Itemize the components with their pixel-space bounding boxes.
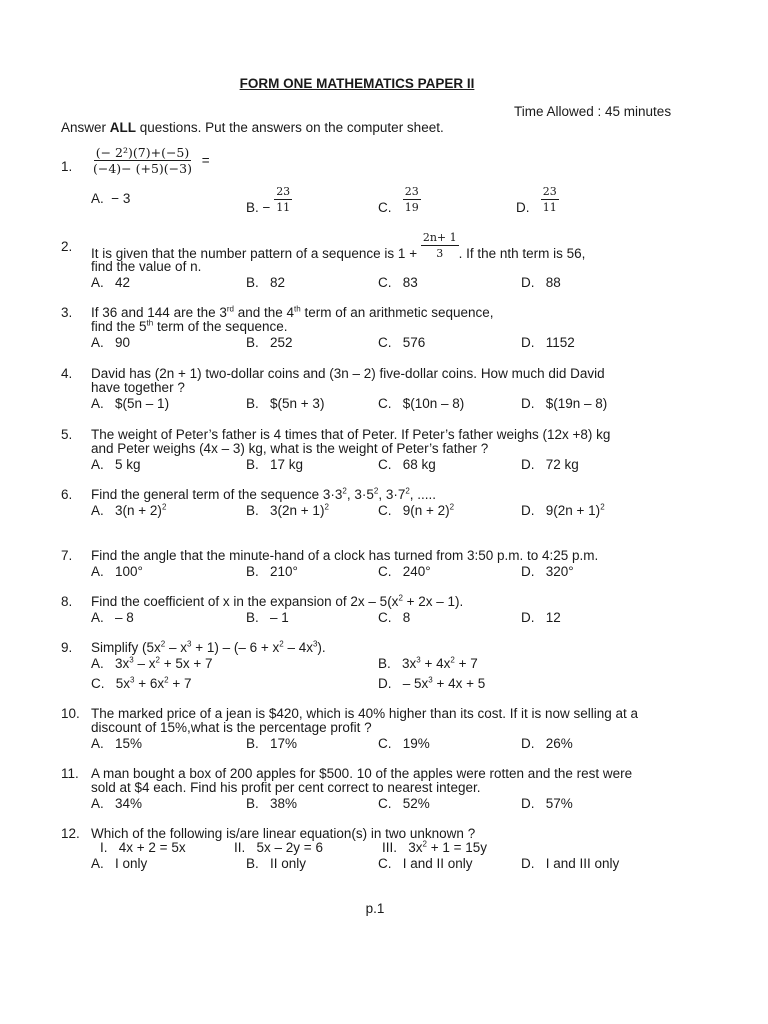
numerator: 23: [542, 185, 557, 198]
option-label: A.: [91, 856, 104, 871]
option-label: A.: [91, 457, 104, 472]
denominator: 11: [542, 201, 557, 214]
superscript: 3: [312, 639, 318, 649]
superscript: 2: [450, 655, 455, 665]
option-a: [91, 656, 213, 671]
option-text: 38%: [270, 796, 298, 811]
option-text: 240°: [402, 564, 431, 579]
superscript: 2: [279, 639, 284, 649]
option-label: D.: [521, 503, 535, 518]
option-fraction: [403, 185, 421, 215]
option-c: [378, 275, 418, 290]
option-text: 17 kg: [270, 457, 304, 472]
option-text: + 7: [454, 656, 478, 671]
question-number: 12.: [61, 826, 80, 841]
question-number: 9.: [61, 640, 73, 655]
option-label: D.: [521, 457, 535, 472]
option-a: [91, 610, 134, 625]
question-text-part: term of the sequence.: [153, 319, 288, 334]
option-label: C.: [378, 275, 392, 290]
option-text: $(5n + 3): [270, 396, 325, 411]
option-text: 5 kg: [115, 457, 141, 472]
instructions-text: Answer: [61, 120, 110, 135]
question-number: 11.: [61, 766, 79, 781]
option-b: [246, 396, 324, 411]
option-a: [91, 503, 166, 518]
option-text: $(19n – 8): [545, 396, 608, 411]
option-label: D.: [521, 564, 535, 579]
question-1-expression: [91, 146, 210, 176]
superscript: 3: [416, 655, 421, 665]
question-text-part: and the 4: [233, 305, 295, 320]
question-number: 5.: [61, 427, 73, 442]
option-c: [378, 335, 425, 350]
option-label: B.: [246, 275, 259, 290]
option-d: [521, 335, 575, 350]
option-label: D.: [521, 335, 535, 350]
option-b: [246, 856, 306, 871]
denominator: (−4)− (+5)(−3): [93, 161, 192, 176]
question-text-part: term of an arithmetic sequence,: [300, 305, 494, 320]
option-text: 83: [402, 275, 418, 290]
question-number: 6.: [61, 487, 73, 502]
option-label: C.: [91, 676, 105, 691]
question-text: [91, 231, 585, 261]
option-label: D.: [516, 199, 530, 215]
option-c: [378, 185, 421, 215]
question-text-line: A man bought a box of 200 apples for $500. 10 of the apples were rotten and the rest were: [91, 766, 633, 781]
option-c: [378, 736, 430, 751]
option-a: [91, 564, 143, 579]
question-number: 2.: [61, 239, 73, 254]
option-label: A.: [91, 564, 104, 579]
option-text: 12: [545, 610, 561, 625]
option-text: 9(n + 2): [402, 503, 450, 518]
option-label: A.: [91, 796, 104, 811]
option-b: [246, 564, 298, 579]
question-text-part: , .....: [409, 487, 437, 502]
option-d: [516, 185, 559, 215]
option-label: B.: [246, 736, 259, 751]
numerator: (− 2²)(7)+(−5): [95, 145, 190, 160]
option-label: B.: [246, 610, 259, 625]
question-text-part: + 1) – (– 6 + x: [191, 640, 280, 655]
numerator: 2n+ 1: [422, 231, 457, 244]
option-label: C.: [378, 335, 392, 350]
option-a: [91, 396, 169, 411]
option-d: [521, 610, 561, 625]
superscript: 2: [160, 639, 166, 649]
option-label: C.: [378, 503, 392, 518]
question-text-part: It is given that the number pattern of a sequence is 1 +: [91, 245, 421, 261]
statement-text: 4x + 2 = 5x: [118, 840, 186, 855]
option-b: [246, 185, 292, 215]
superscript: 2: [164, 675, 169, 685]
superscript: rd: [226, 304, 234, 314]
option-d: [378, 676, 485, 691]
option-text: 3(n + 2): [115, 503, 162, 518]
option-text: 42: [115, 275, 131, 290]
superscript: 2: [600, 502, 605, 512]
option-text: + 7: [168, 676, 192, 691]
option-c: [378, 457, 436, 472]
denominator: 11: [276, 201, 291, 214]
option-label: B.: [246, 856, 259, 871]
option-text: 72 kg: [545, 457, 579, 472]
option-text: – 1: [270, 610, 289, 625]
question-text-line: Which of the following is/are linear equation(s) in two unknown ?: [91, 826, 476, 841]
option-text: 15%: [115, 736, 143, 751]
statement-3: [382, 840, 487, 855]
option-label: A.: [91, 736, 104, 751]
superscript: th: [146, 318, 154, 328]
option-b: [246, 736, 297, 751]
option-label: C.: [378, 736, 392, 751]
option-label: D.: [521, 610, 535, 625]
superscript: 3: [186, 639, 192, 649]
question-text-part: If 36 and 144 are the 3: [91, 305, 227, 320]
page-title: FORM ONE MATHEMATICS PAPER II: [239, 76, 475, 91]
question-number: 10.: [61, 706, 80, 721]
option-text: I only: [115, 856, 148, 871]
superscript: 2: [398, 593, 403, 603]
option-label: A.: [91, 656, 104, 671]
option-b: [246, 796, 297, 811]
option-b: [378, 656, 478, 671]
option-c: [378, 396, 464, 411]
option-label: B.: [246, 796, 259, 811]
option-text: 68 kg: [402, 457, 436, 472]
superscript: 3: [129, 655, 134, 665]
option-c: [91, 676, 192, 691]
statement-label: II.: [234, 840, 246, 855]
option-label: B.: [246, 564, 259, 579]
denominator: 3: [436, 247, 444, 260]
option-text: 252: [270, 335, 293, 350]
option-text: 8: [402, 610, 411, 625]
numerator: 23: [404, 185, 419, 198]
superscript: 2: [161, 502, 167, 512]
option-d: [521, 564, 574, 579]
option-text: 19%: [402, 736, 430, 751]
option-c: [378, 856, 473, 871]
statement-label: I.: [100, 840, 108, 855]
option-text: 3x: [115, 656, 130, 671]
option-d: [521, 736, 573, 751]
option-text: + 5x + 7: [159, 656, 213, 671]
option-text: + 4x + 5: [432, 676, 486, 691]
page-number: p.1: [365, 901, 385, 916]
option-label: C.: [378, 796, 392, 811]
option-label: C.: [378, 564, 392, 579]
question-text-line: [91, 487, 436, 502]
equals-sign: =: [201, 152, 210, 168]
option-text: 26%: [545, 736, 573, 751]
option-b: [246, 503, 329, 518]
question-text-line: [91, 640, 326, 655]
question-text-part: + 2x – 1).: [402, 594, 464, 609]
option-text: 82: [270, 275, 286, 290]
superscript: 2: [342, 486, 347, 496]
option-label: B.: [246, 503, 259, 518]
question-text-part: ).: [317, 640, 326, 655]
question-text-line: find the value of n.: [91, 259, 202, 274]
option-fraction: [541, 185, 559, 215]
option-text: 9(2n + 1): [545, 503, 601, 518]
option-text: + 4x: [420, 656, 451, 671]
option-d: [521, 856, 619, 871]
denominator: 19: [404, 201, 419, 214]
option-b: [246, 335, 293, 350]
question-text-part: , 3·7: [378, 487, 406, 502]
option-text: 34%: [115, 796, 143, 811]
option-label: B.: [246, 199, 259, 215]
question-text-line: sold at $4 each. Find his profit per cent correct to nearest integer.: [91, 780, 481, 795]
option-label: D.: [521, 275, 535, 290]
option-a: [91, 191, 130, 206]
option-label: A.: [91, 191, 104, 206]
option-label: C.: [378, 396, 392, 411]
option-fraction: [274, 185, 292, 215]
option-text: I and III only: [545, 856, 620, 871]
option-text: 576: [402, 335, 426, 350]
option-b: [246, 610, 289, 625]
option-label: D.: [378, 676, 392, 691]
fraction: [421, 231, 459, 261]
option-text: 1152: [545, 335, 575, 350]
option-label: C.: [378, 610, 392, 625]
option-text: 320°: [545, 564, 574, 579]
option-text: II only: [270, 856, 307, 871]
superscript: 2: [422, 839, 427, 849]
option-c: [378, 796, 430, 811]
question-text-part: . If the nth term is 56,: [458, 245, 586, 261]
question-number: 8.: [61, 594, 73, 609]
superscript: 2: [155, 655, 160, 665]
question-text-line: Find the angle that the minute-hand of a clock has turned from 3:50 p.m. to 4:25 p.m.: [91, 548, 599, 563]
option-a: [91, 457, 141, 472]
option-label: B.: [378, 656, 391, 671]
numerator: 23: [276, 185, 291, 198]
option-d: [521, 396, 607, 411]
option-text: I and II only: [402, 856, 473, 871]
option-text: $(10n – 8): [402, 396, 465, 411]
superscript: 2: [405, 486, 410, 496]
fraction: [91, 146, 194, 176]
option-label: A.: [91, 396, 104, 411]
option-text: − 3: [111, 191, 131, 206]
option-label: B.: [246, 396, 259, 411]
option-text: 3(2n + 1): [270, 503, 325, 518]
option-d: [521, 503, 605, 518]
option-label: A.: [91, 610, 104, 625]
option-label: C.: [378, 856, 392, 871]
statement-1: [100, 840, 186, 855]
option-text: 90: [115, 335, 131, 350]
statement-text: 5x – 2y = 6: [256, 840, 323, 855]
option-text: – x: [133, 656, 156, 671]
question-text-line: and Peter weighs (4x – 3) kg, what is the weight of Peter’s father ?: [91, 441, 489, 456]
question-text-part: Simplify (5x: [91, 640, 161, 655]
option-d: [521, 457, 579, 472]
question-number: 7.: [61, 548, 73, 563]
option-b: [246, 457, 303, 472]
time-allowed: Time Allowed : 45 minutes: [514, 104, 672, 119]
option-label: A.: [91, 503, 104, 518]
option-label: A.: [91, 335, 104, 350]
question-number: 4.: [61, 366, 73, 381]
option-text: $(5n – 1): [115, 396, 170, 411]
option-a: [91, 796, 142, 811]
question-text-part: – x: [165, 640, 187, 655]
option-label: B.: [246, 457, 259, 472]
option-c: [378, 610, 410, 625]
instructions-emphasis: ALL: [109, 120, 137, 135]
superscript: 2: [449, 502, 455, 512]
question-text-part: find the 5: [91, 319, 147, 334]
statement-2: [234, 840, 323, 855]
question-text-part: Find the coefficient of x in the expansion of 2x – 5(x: [91, 594, 399, 609]
question-text-line: David has (2n + 1) two-dollar coins and (3n – 2) five-dollar coins. How much did David: [91, 366, 605, 381]
option-label: B.: [246, 335, 259, 350]
option-label: C.: [378, 199, 392, 215]
question-text-line: [91, 319, 288, 334]
option-text: 88: [545, 275, 561, 290]
question-text-part: – 4x: [283, 640, 313, 655]
superscript: th: [294, 304, 301, 314]
statement-text: + 1 = 15y: [427, 840, 488, 855]
option-a: [91, 736, 142, 751]
superscript: 2: [324, 502, 329, 512]
option-c: [378, 564, 431, 579]
option-text: 52%: [402, 796, 430, 811]
option-text: + 6x: [134, 676, 165, 691]
option-label: D.: [521, 736, 535, 751]
option-c: [378, 503, 454, 518]
statement-label: III.: [382, 840, 398, 855]
option-label: D.: [521, 856, 535, 871]
option-text: 3x: [402, 656, 417, 671]
option-text: 210°: [270, 564, 298, 579]
option-text: 100°: [115, 564, 143, 579]
question-text-line: have together ?: [91, 380, 185, 395]
option-text: 57%: [545, 796, 573, 811]
option-text: – 5x: [402, 676, 429, 691]
question-number: 1.: [61, 159, 73, 174]
option-label: D.: [521, 396, 535, 411]
question-number: 3.: [61, 305, 73, 320]
superscript: 2: [373, 486, 379, 496]
question-text-line: [91, 594, 463, 609]
option-text: – 8: [115, 610, 134, 625]
question-text-line: The weight of Peter’s father is 4 times that of Peter. If Peter’s father weighs (12x +8) kg: [91, 427, 611, 442]
question-text-part: Find the general term of the sequence 3·3: [91, 487, 343, 502]
option-b: [246, 275, 285, 290]
instructions: [61, 120, 444, 135]
option-text: 17%: [270, 736, 298, 751]
superscript: 3: [130, 675, 135, 685]
option-label: D.: [521, 796, 535, 811]
option-label: C.: [378, 457, 392, 472]
question-text-part: , 3·5: [346, 487, 374, 502]
option-a: [91, 856, 147, 871]
option-label: A.: [91, 275, 104, 290]
option-a: [91, 275, 130, 290]
instructions-text-rest: questions. Put the answers on the computer sheet.: [136, 120, 444, 135]
option-a: [91, 335, 130, 350]
option-d: [521, 796, 573, 811]
superscript: 3: [428, 675, 433, 685]
minus-sign: −: [262, 199, 271, 215]
option-text: 5x: [115, 676, 131, 691]
question-text-line: The marked price of a jean is $420, which is 40% higher than its cost. If it is now selling at a: [91, 706, 639, 721]
option-d: [521, 275, 561, 290]
statement-text: 3x: [408, 840, 423, 855]
question-text-line: discount of 15%,what is the percentage profit ?: [91, 720, 372, 735]
